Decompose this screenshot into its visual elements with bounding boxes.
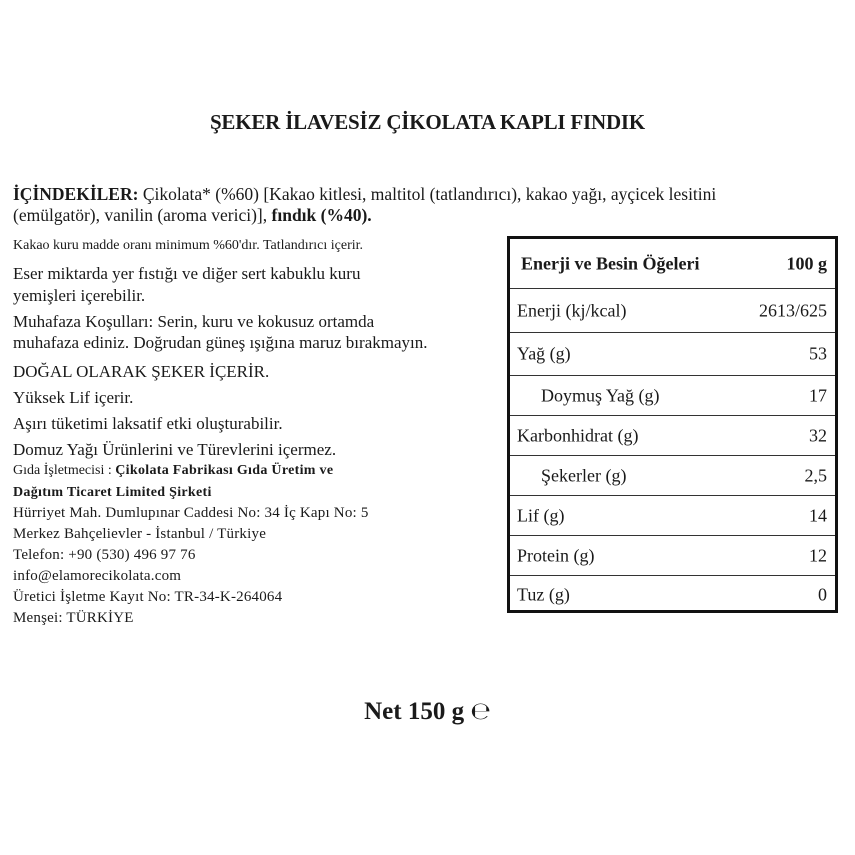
ingredients-line-2: (emülgatör), vanilin (aroma verici)], fındık (%40). <box>13 205 372 225</box>
email-address: info@elamorecikolata.com <box>13 568 182 584</box>
country-of-origin: Menşei: TÜRKİYE <box>13 610 134 626</box>
nutrition-row-fiber: Lif (g) 14 <box>510 496 835 536</box>
allergen-note-line-2: yemişleri içerebilir. <box>13 286 146 305</box>
high-fiber-note: Yüksek Lif içerir. <box>13 388 134 407</box>
hazelnut-percentage: fındık (%40). <box>271 205 372 225</box>
nutrition-header-row <box>510 239 835 289</box>
natural-sugar-note: DOĞAL OLARAK ŞEKER İÇERİR. <box>13 362 270 381</box>
storage-note-line-1: Muhafaza Koşulları: Serin, kuru ve kokusuz ortamda <box>13 312 375 331</box>
ingredients-block <box>13 184 716 226</box>
business-name: Çikolata Fabrikası Gıda Üretim ve <box>115 463 334 478</box>
estimated-sign-icon: ℮ <box>470 697 491 725</box>
ingredients-label: İÇİNDEKİLER: <box>13 184 139 204</box>
nutrition-row-salt: Tuz (g) 0 <box>517 584 827 604</box>
business-operator-line-2: Dağıtım Ticaret Limited Şirketi <box>13 485 212 500</box>
nutrition-row-carbohydrate: Karbonhidrat (g) 32 <box>510 416 835 456</box>
laxative-warning: Aşırı tüketimi laksatif etki oluşturabilir. <box>13 414 283 433</box>
net-weight <box>0 697 855 726</box>
address-line-2: Merkez Bahçelievler - İstanbul / Türkiye <box>13 526 267 542</box>
phone-number: Telefon: +90 (530) 496 97 76 <box>13 547 196 563</box>
registration-number: Üretici İşletme Kayıt No: TR-34-K-264064 <box>13 589 283 605</box>
nutrition-header-value: 100 g <box>786 253 827 273</box>
business-operator-line-1 <box>13 463 333 479</box>
nutrition-row-fat: Yağ (g) 53 <box>510 333 835 376</box>
nutrition-facts-table <box>507 236 838 613</box>
nutrition-row-energy: Enerji (kj/kcal) 2613/625 <box>510 289 835 333</box>
business-operator-label: Gıda İşletmecisi : <box>13 463 116 478</box>
nutrition-row-saturated-fat: Doymuş Yağ (g) 17 <box>510 376 835 416</box>
ingredients-line-1: İÇİNDEKİLER: Çikolata* (%60) [Kakao kitlesi, maltitol (tatlandırıcı), kakao yağı, ayçicek lesitini <box>13 184 717 204</box>
nutrition-row-sugars: Şekerler (g) 2,5 <box>510 456 835 496</box>
allergen-note-line-1: Eser miktarda yer fıstığı ve diğer sert kabuklu kuru <box>13 264 361 283</box>
net-weight-label: Net 150 g <box>364 698 465 725</box>
storage-note-line-2: muhafaza ediniz. Doğrudan güneş ışığına maruz bırakmayın. <box>13 333 428 352</box>
product-title: ŞEKER İLAVESİZ ÇİKOLATA KAPLI FINDIK <box>209 110 646 134</box>
address-line-1: Hürriyet Mah. Dumlupınar Caddesi No: 34 İç Kapı No: 5 <box>13 505 369 521</box>
nutrition-row-protein: Protein (g) 12 <box>510 536 835 576</box>
cocoa-note: Kakao kuru madde oranı minimum %60'dır. Tatlandırıcı içerir. <box>13 238 364 253</box>
nutrition-header-label: Enerji ve Besin Öğeleri <box>521 253 700 273</box>
pork-free-note: Domuz Yağı Ürünlerini ve Türevlerini içermez. <box>13 440 337 459</box>
